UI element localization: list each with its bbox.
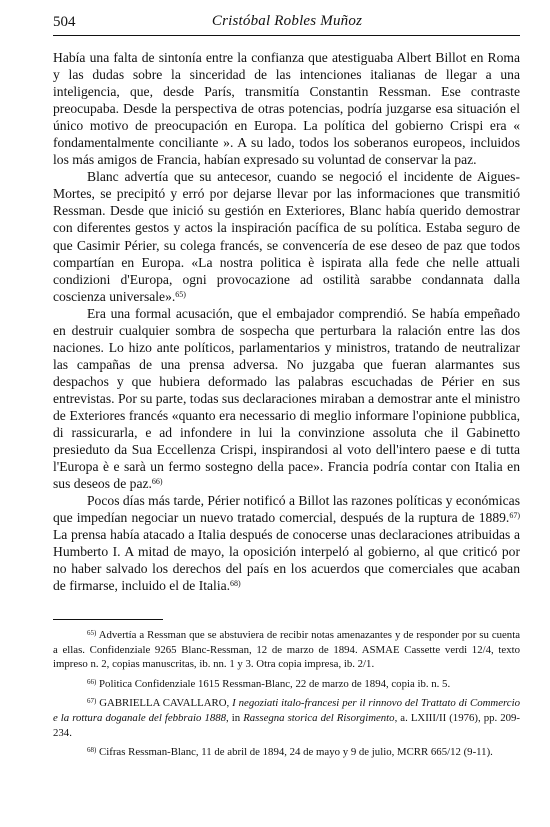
running-title: Cristóbal Robles Muñoz <box>211 13 363 29</box>
footnote-66: $^{66)}$ Politica Confidenziale 1615 Ressman-Blanc, 22 de marzo de 1894, copia ib. n. 5. <box>87 677 451 690</box>
paragraph-4: Pocos días más tarde, Périer notificó a Billot las razones políticas y económicas que impedían negociar un nuevo tratado comercial, después de la ruptura de 1889.$^{67)}$ La prensa había atacado a Italia después de conocerse unas declaraciones atribuidas a Humberto I. A mitad de mayo, la oposición interpeló al gobierno, al que criticó por no haber salvado los derechos del país en los acuerdos que comerciales que acaban de firmarse, incluido el de Italia.$^{68)}$ <box>53 493 520 594</box>
footnote-68: $^{68)}$ Cifras Ressman-Blanc, 11 de abril de 1894, 24 de mayo y 9 de julio, MCRR 665/12 (9-11). <box>87 746 493 759</box>
footnote-65: $^{65)}$ Advertía a Ressman que se abstuviera de recibir notas amenazantes y de responder por su cuenta a ellas. Confidenziale 9265 Blanc-Ressman, 12 de marzo de 1894. ASMAE Cassette verdi 12/4, texto impreso n. 2, copias manuscritas, ib. nn. 1 y 3. Otra copia impresa, ib. 2/1. <box>53 629 520 671</box>
paragraph-1: Había una falta de sintonía entre la confianza que atestiguaba Albert Billot en Roma y las dudas sobre la sinceridad de las intenciones italianas de llegar a una inteligencia, que, desde París, transmitía Constantin Ressman. Ese contraste preocupaba. Desde la perspectiva de otras potencias, podría juzgarse esa situación el único motivo de preocupación en Europa. La política del gobierno Crispi era « fondamentalmente conciliante ». A su lado, todos los soberanos europeos, incluidos los más amigos de Francia, habían expresado su voluntad de conservar la paz. <box>53 50 520 168</box>
footnote-67: $^{67)}$ GABRIELLA CAVALLARO, I negoziati italo-francesi per il rinnovo del Trattato di Commercio e la rottura doganale del febbraio 1888, in Rassegna storica del Risorgimento, a. LXIII/II (1976), pp. 209-234. <box>53 697 521 739</box>
footnote-ref-66: 66) <box>151 477 163 487</box>
footnote-rule <box>53 619 163 620</box>
footnote-ref-65: 65) <box>175 289 186 299</box>
page-number: 504 <box>53 14 76 30</box>
paragraph-2: Blanc advertía que su antecesor, cuando se negoció el incidente de Aigues-Mortes, se precipitó y erró por dejarse llevar por las informaciones que transmitió Ressman. Desde que inició su gestión en Exteriores, Blanc había querido demostrar con diferentes gestos y actos la inspiración pacífica de su política. Estaba seguro de que Casimir Périer, su colega francés, se convencería de ese deseo de paz que todos compartían en Europa. «La nostra politica è ispirata alla fede che nelle attuali condizioni d'Europa, ogni provocazione ad ostilità sarabbe condannata dalla coscienza universale».$^{65)}$ <box>53 169 520 304</box>
header-rule <box>53 35 520 36</box>
footnotes <box>53 628 520 765</box>
footnote-ref-68: 68) <box>230 579 241 589</box>
footnote-ref-67: 67) <box>509 511 520 521</box>
paragraph-3: Era una formal acusación, que el embajador comprendió. Se había empeñado en destruir cualquier sombra de sospecha que perturbara la ralación entre las dos naciones. Lo hizo ante políticos, parlamentarios y ministros, tratando de neutralizar las campañas de una prensa adversa. No juzgaba que fueran alarmantes sus despachos y que hubiera deformado las palabras escuchadas de Périer en sus entrevistas. Por su parte, todas sus declaraciones miraban a demostrar ante el ministro de Exteriores francés «quanto era necessario di meglio informare l'opinione pubblica, di rassicurarla, e ad infondere in lui la convinzione assoluta che il Gabinetto presieduto da Sua Eccellenza Crispi, inspirandosi al voto dell'intero paese e di tutta l'Europa è e sarà un fermo sostegno della pace». Francia podría contar con Italia en sus deseos de paz.$^{66)}$ <box>53 305 520 492</box>
main-text <box>53 49 520 595</box>
